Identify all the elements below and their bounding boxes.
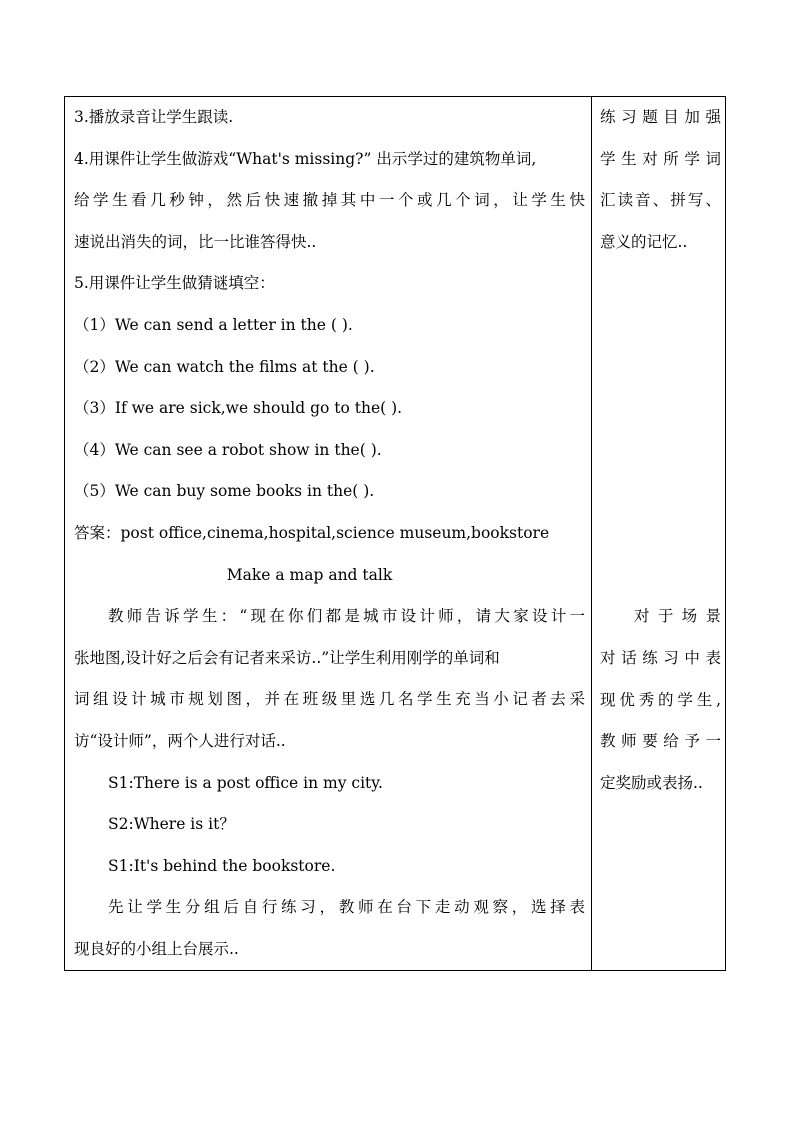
note-top-line-4: 意义的记忆..	[600, 232, 688, 251]
step-3-line: 3.播放录音让学生跟读.	[74, 108, 234, 126]
riddle-3: （3）If we are sick,we should go to the( ).	[74, 399, 403, 418]
note-top-line-2: 学生对所学词	[600, 149, 721, 168]
dialogue-s1-a: S1:There is a post office in my city.	[108, 773, 383, 792]
teacher-para-line-1: 教师告诉学生：“现在你们都是城市设计师，请大家设计一	[108, 607, 585, 626]
lesson-table	[64, 96, 726, 971]
riddle-4: （4）We can see a robot show in the( ).	[74, 440, 382, 459]
activity-cell	[65, 97, 592, 971]
teacher-para-line-2: 张地图,设计好之后会有记者来采访..”让学生利用刚学的单词和	[74, 648, 500, 667]
note-bottom-line-4: 教师要给予一	[600, 732, 721, 751]
answer-line: 答案：post office,cinema,hospital,science museum,bookstore	[74, 523, 550, 542]
notes-content	[592, 97, 725, 804]
riddle-2: （2）We can watch the films at the ( ).	[74, 357, 375, 376]
riddle-1: （1）We can send a letter in the ( ).	[74, 315, 353, 334]
teacher-para-line-3: 词组设计城市规划图，并在班级里选几名学生充当小记者去采	[74, 690, 585, 709]
dialogue-s1-b: S1:It's behind the bookstore.	[108, 856, 336, 875]
note-spacer	[600, 263, 721, 596]
table-row	[65, 97, 726, 971]
note-bottom-line-5: 定奖励或表扬..	[600, 773, 703, 792]
dialogue-s2: S2:Where is it？	[108, 815, 235, 834]
practice-para-line-2: 现良好的小组上台展示..	[74, 939, 239, 958]
activity-content	[65, 97, 591, 970]
teacher-para-line-4: 访“设计师”，两个人进行对话..	[74, 731, 286, 750]
note-top-line-3: 汇读音、拼写、	[600, 191, 721, 210]
practice-para-line-1: 先让学生分组后自行练习，教师在台下走动观察，选择表	[108, 898, 585, 917]
note-bottom-line-1: 对于场景	[634, 607, 721, 626]
note-bottom-line-3: 现优秀的学生,	[600, 690, 721, 709]
step-4-line-2: 给学生看几秒钟，然后快速撤掉其中一个或几个词，让学生快	[74, 191, 585, 210]
step-4-line-3: 速说出消失的词，比一比谁答得快..	[74, 232, 317, 251]
notes-cell	[592, 97, 726, 971]
note-top-line-1: 练习题目加强	[600, 108, 721, 126]
riddle-5: （5）We can buy some books in the( ).	[74, 482, 375, 501]
section-heading: Make a map and talk	[226, 565, 393, 584]
step-4-line-1: 4.用课件让学生做游戏“What's missing?” 出示学过的建筑物单词,	[74, 149, 537, 168]
step-5-line: 5.用课件让学生做猜谜填空：	[74, 274, 275, 293]
note-bottom-line-2: 对话练习中表	[600, 648, 721, 667]
